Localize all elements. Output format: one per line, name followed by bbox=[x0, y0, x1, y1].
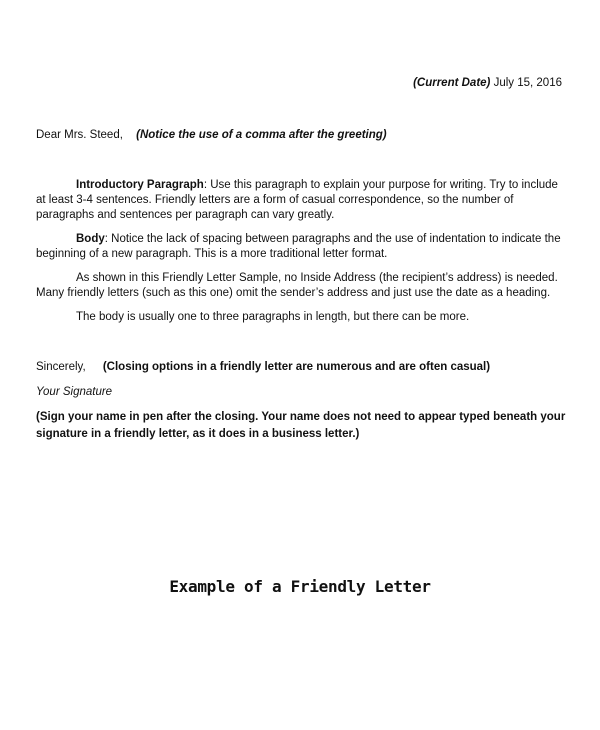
paragraph-text: As shown in this Friendly Letter Sample, no Inside Address (the recipient’s address) is needed. Many friendly letters (such as this one) omit the sender’s address and just use the date as a heading. bbox=[36, 272, 558, 299]
paragraph-introductory bbox=[36, 178, 566, 223]
paragraph-length bbox=[36, 310, 566, 325]
date-note: (Current Date) bbox=[413, 77, 491, 89]
closing-line bbox=[36, 361, 490, 373]
page-caption: Example of a Friendly Letter bbox=[169, 577, 431, 596]
letter-body bbox=[36, 178, 566, 334]
date-line bbox=[413, 77, 562, 89]
signature-note: (Sign your name in pen after the closing. Your name does not need to appear typed beneath your signature in a friendly letter, as it does in a business letter.) bbox=[36, 411, 566, 440]
greeting-line bbox=[36, 129, 387, 141]
paragraph-lead: Body bbox=[76, 233, 105, 245]
paragraph-text: : Use this paragraph to explain your purpose for writing. Try to include at least 3-4 sentences. Friendly letters are a form of casual correspondence, so the number of paragraphs and sentences per paragraph can vary greatly. bbox=[36, 179, 558, 221]
paragraph-lead: Introductory Paragraph bbox=[76, 179, 204, 191]
closing-note: (Closing options in a friendly letter are numerous and are often casual) bbox=[102, 361, 491, 373]
greeting-note: (Notice the use of a comma after the greeting) bbox=[136, 129, 387, 141]
closing-text: Sincerely, bbox=[36, 361, 86, 373]
paragraph-body bbox=[36, 232, 566, 262]
paragraph-text: The body is usually one to three paragraphs in length, but there can be more. bbox=[76, 311, 470, 323]
paragraph-inside-address bbox=[36, 271, 566, 301]
signature: Your Signature bbox=[36, 386, 113, 398]
paragraph-text: : Notice the lack of spacing between paragraphs and the use of indentation to indicate the beginning of a new paragraph. This is a more traditional letter format. bbox=[36, 233, 561, 260]
date-value: July 15, 2016 bbox=[493, 77, 562, 89]
greeting-text: Dear Mrs. Steed, bbox=[36, 129, 123, 141]
